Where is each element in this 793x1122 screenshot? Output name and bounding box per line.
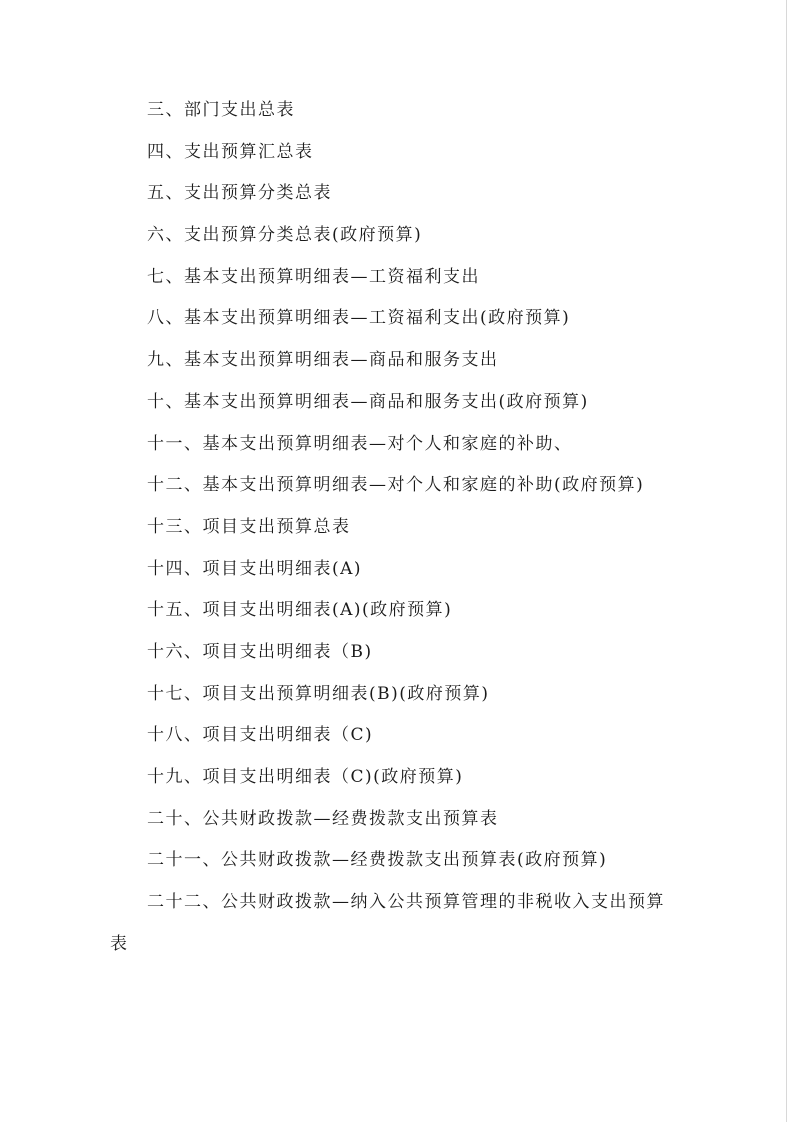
list-item: 六、支出预算分类总表(政府预算) (147, 225, 423, 246)
list-item: 十三、项目支出预算总表 (147, 516, 351, 537)
list-item: 八、基本支出预算明细表—工资福利支出(政府预算) (147, 308, 571, 329)
list-item: 五、支出预算分类总表 (147, 183, 332, 204)
list-item: 十四、项目支出明细表(A) (147, 558, 363, 579)
list-item-last: 二十二、公共财政拨款—纳入公共预算管理的非税收入支出预算 (147, 892, 665, 913)
list-item-last-continuation: 表 (110, 934, 127, 954)
list-item: 四、支出预算汇总表 (147, 141, 314, 162)
list-item: 二十、公共财政拨款—经费拨款支出预算表 (147, 808, 499, 829)
scan-edge-divider (786, 0, 787, 1122)
list-item: 二十一、公共财政拨款—经费拨款支出预算表(政府预算) (147, 850, 608, 871)
list-item: 十九、项目支出明细表（C)(政府预算) (147, 767, 464, 787)
list-item: 十五、项目支出明细表(A)(政府预算) (147, 600, 453, 621)
list-item: 十七、项目支出预算明细表(B)(政府预算) (147, 683, 490, 704)
list-item: 三、部门支出总表 (147, 100, 295, 120)
list-item: 十八、项目支出明细表（C) (147, 725, 374, 746)
list-item: 七、基本支出预算明细表—工资福利支出 (147, 266, 480, 287)
list-item: 十六、项目支出明细表（B) (147, 641, 373, 662)
list-item: 十二、基本支出预算明细表—对个人和家庭的补助(政府预算) (147, 475, 645, 496)
list-item: 十一、基本支出预算明细表—对个人和家庭的补助、 (147, 433, 573, 454)
table-of-contents (0, 92, 793, 920)
list-item: 十、基本支出预算明细表—商品和服务支出(政府预算) (147, 391, 589, 412)
list-item: 九、基本支出预算明细表—商品和服务支出 (147, 350, 499, 371)
